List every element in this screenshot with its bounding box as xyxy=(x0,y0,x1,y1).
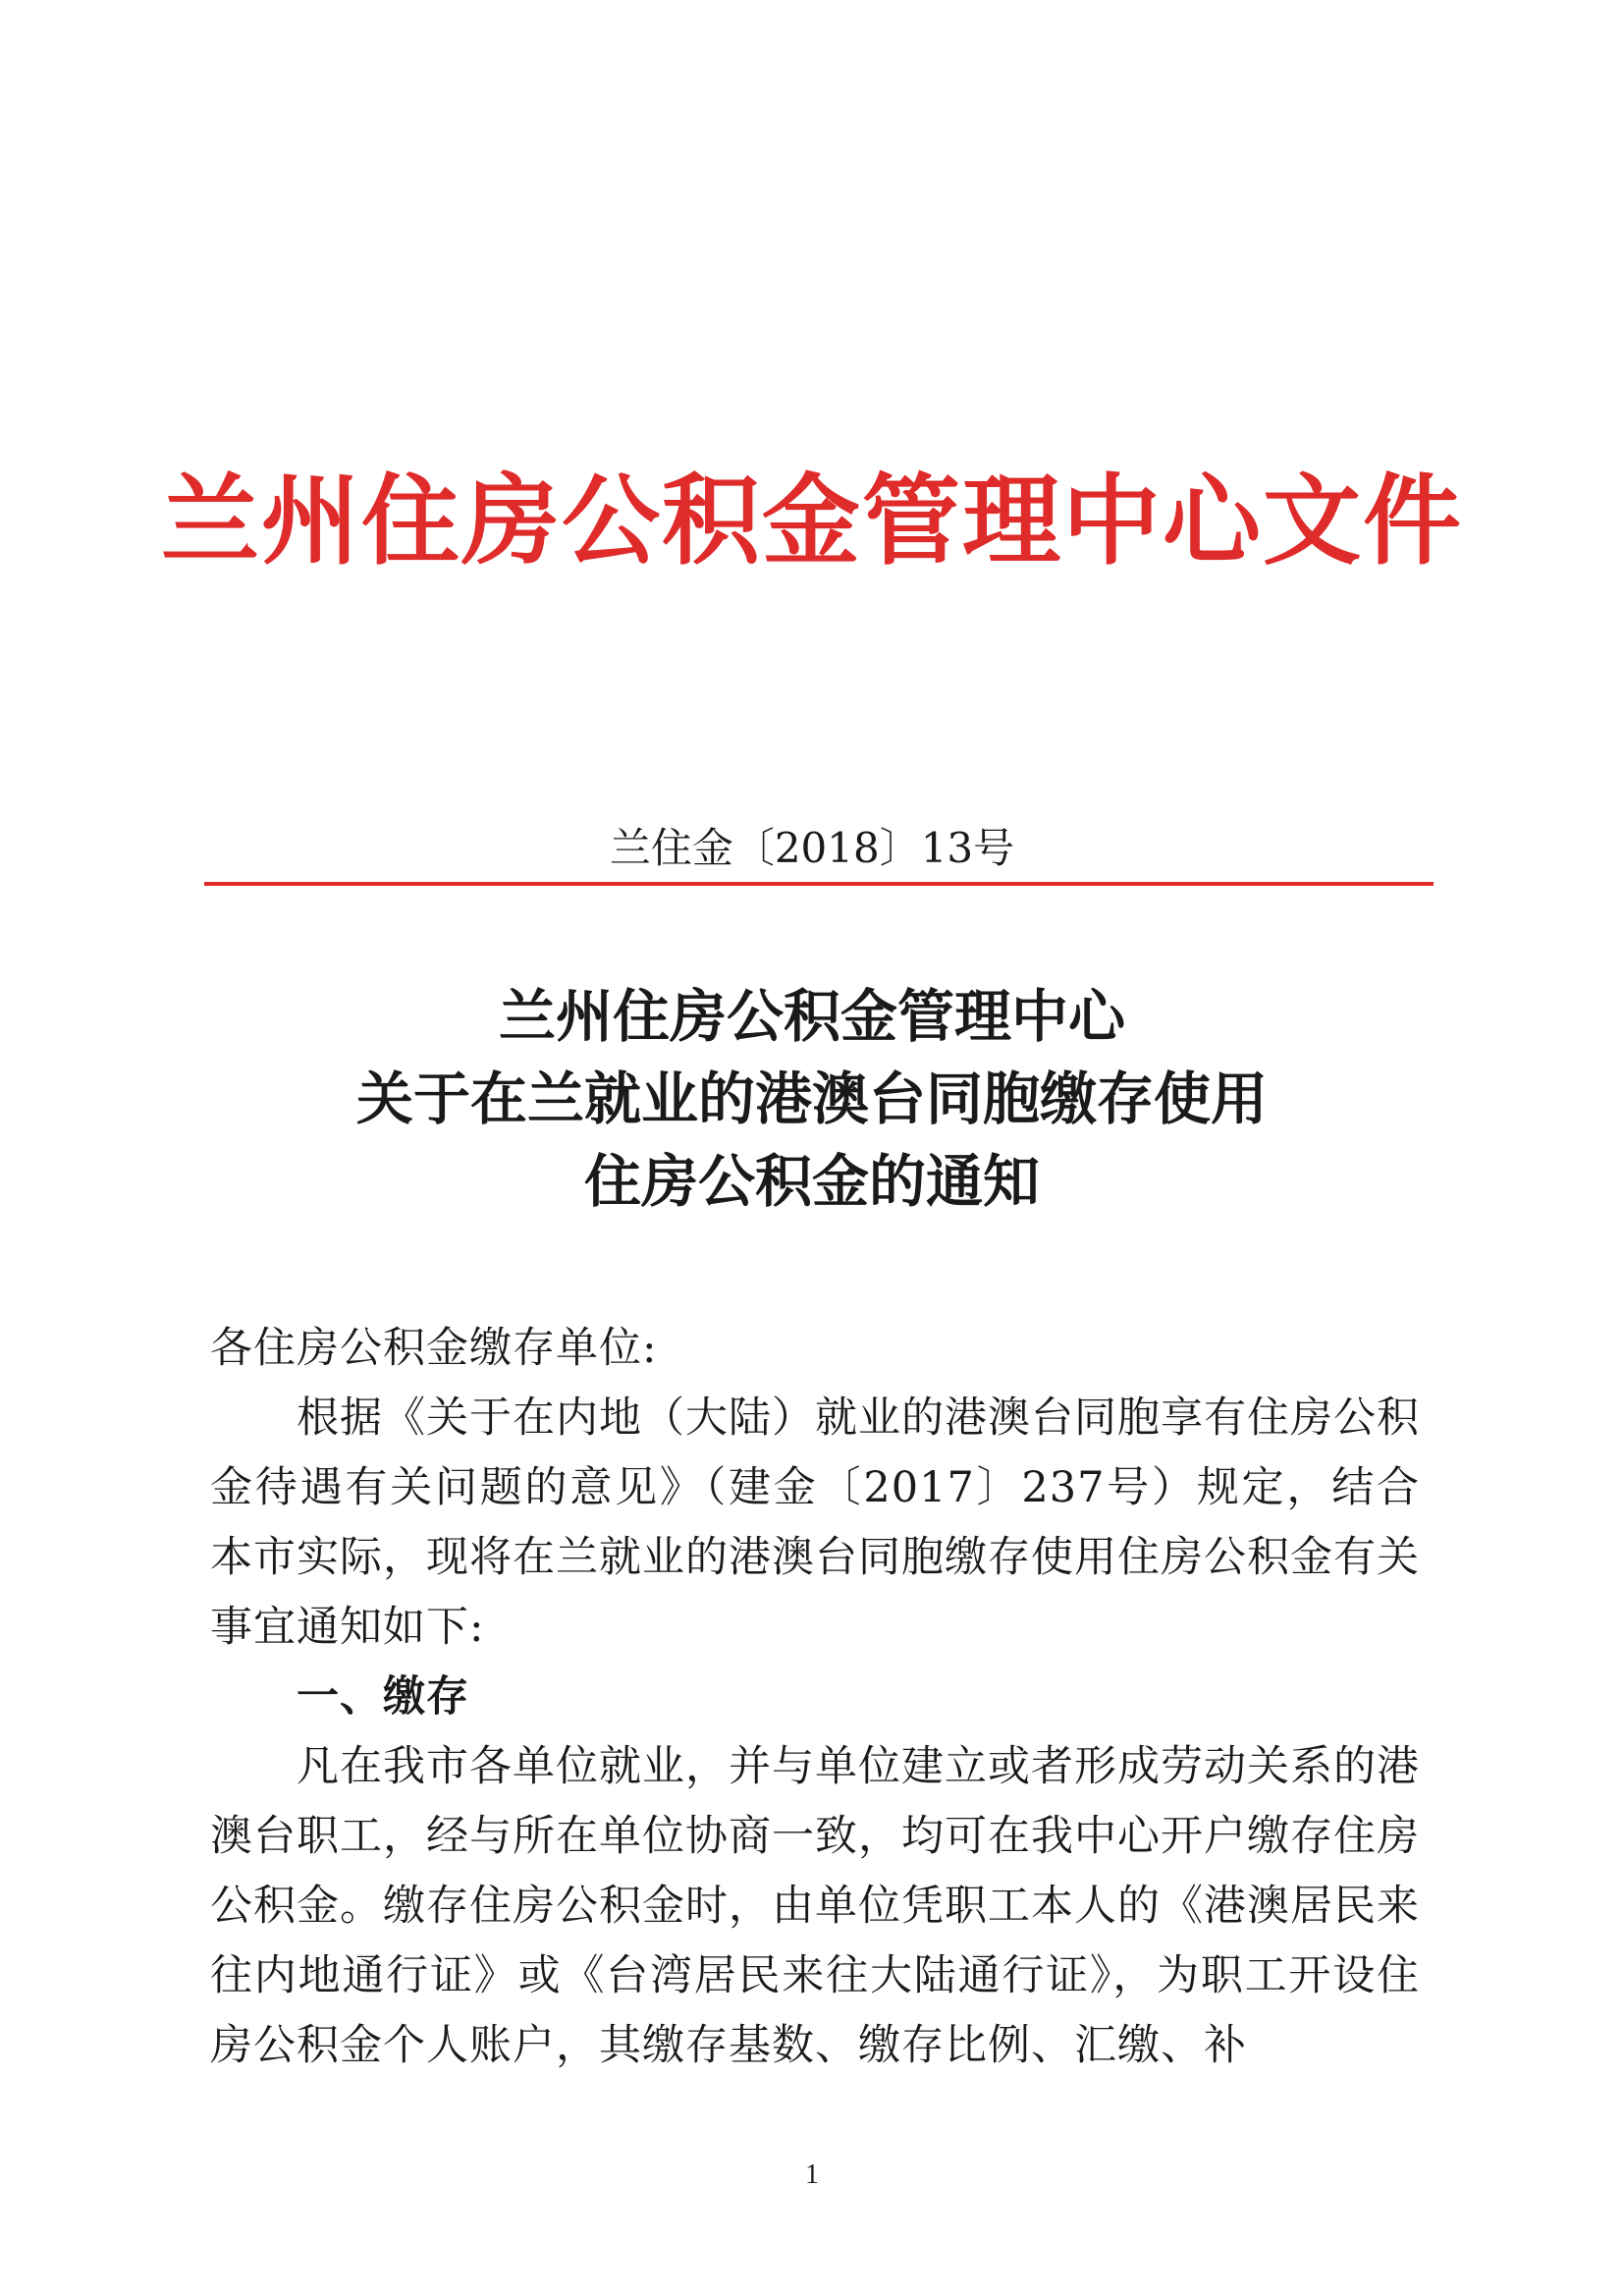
red-header-title: 兰州住房公积金管理中心文件 xyxy=(161,463,1463,578)
deposit-paragraph: 凡在我市各单位就业，并与单位建立或者形成劳动关系的港澳台职工，经与所在单位协商一致，均可在我中心开户缴存住房公积金。缴存住房公积金时，由单位凭职工本人的《港澳居民来往内地通行证》或《台湾居民来往大陆通行证》，为职工开设住房公积金个人账户，其缴存基数、缴存比例、汇缴、补 xyxy=(210,1742,1420,2070)
document-number: 兰住金〔2018〕13号 xyxy=(609,824,1015,872)
section-heading-deposit: 一、缴存 xyxy=(297,1672,469,1722)
page-number: 1 xyxy=(805,2159,819,2190)
title-line-3: 住房公积金的通知 xyxy=(583,1148,1040,1215)
title-line-1: 兰州住房公积金管理中心 xyxy=(498,983,1125,1050)
intro-paragraph: 根据《关于在内地（大陆）就业的港澳台同胞享有住房公积金待遇有关问题的意见》（建金〔2017〕237号）规定，结合本市实际，现将在兰就业的港澳台同胞缴存使用住房公积金有关事宜通知如下: xyxy=(210,1394,1420,1652)
notice-title xyxy=(0,975,1624,1223)
salutation: 各住房公积金缴存单位: xyxy=(210,1324,658,1373)
red-divider-line xyxy=(204,882,1434,886)
title-line-2: 关于在兰就业的港澳台同胞缴存使用 xyxy=(355,1066,1268,1132)
